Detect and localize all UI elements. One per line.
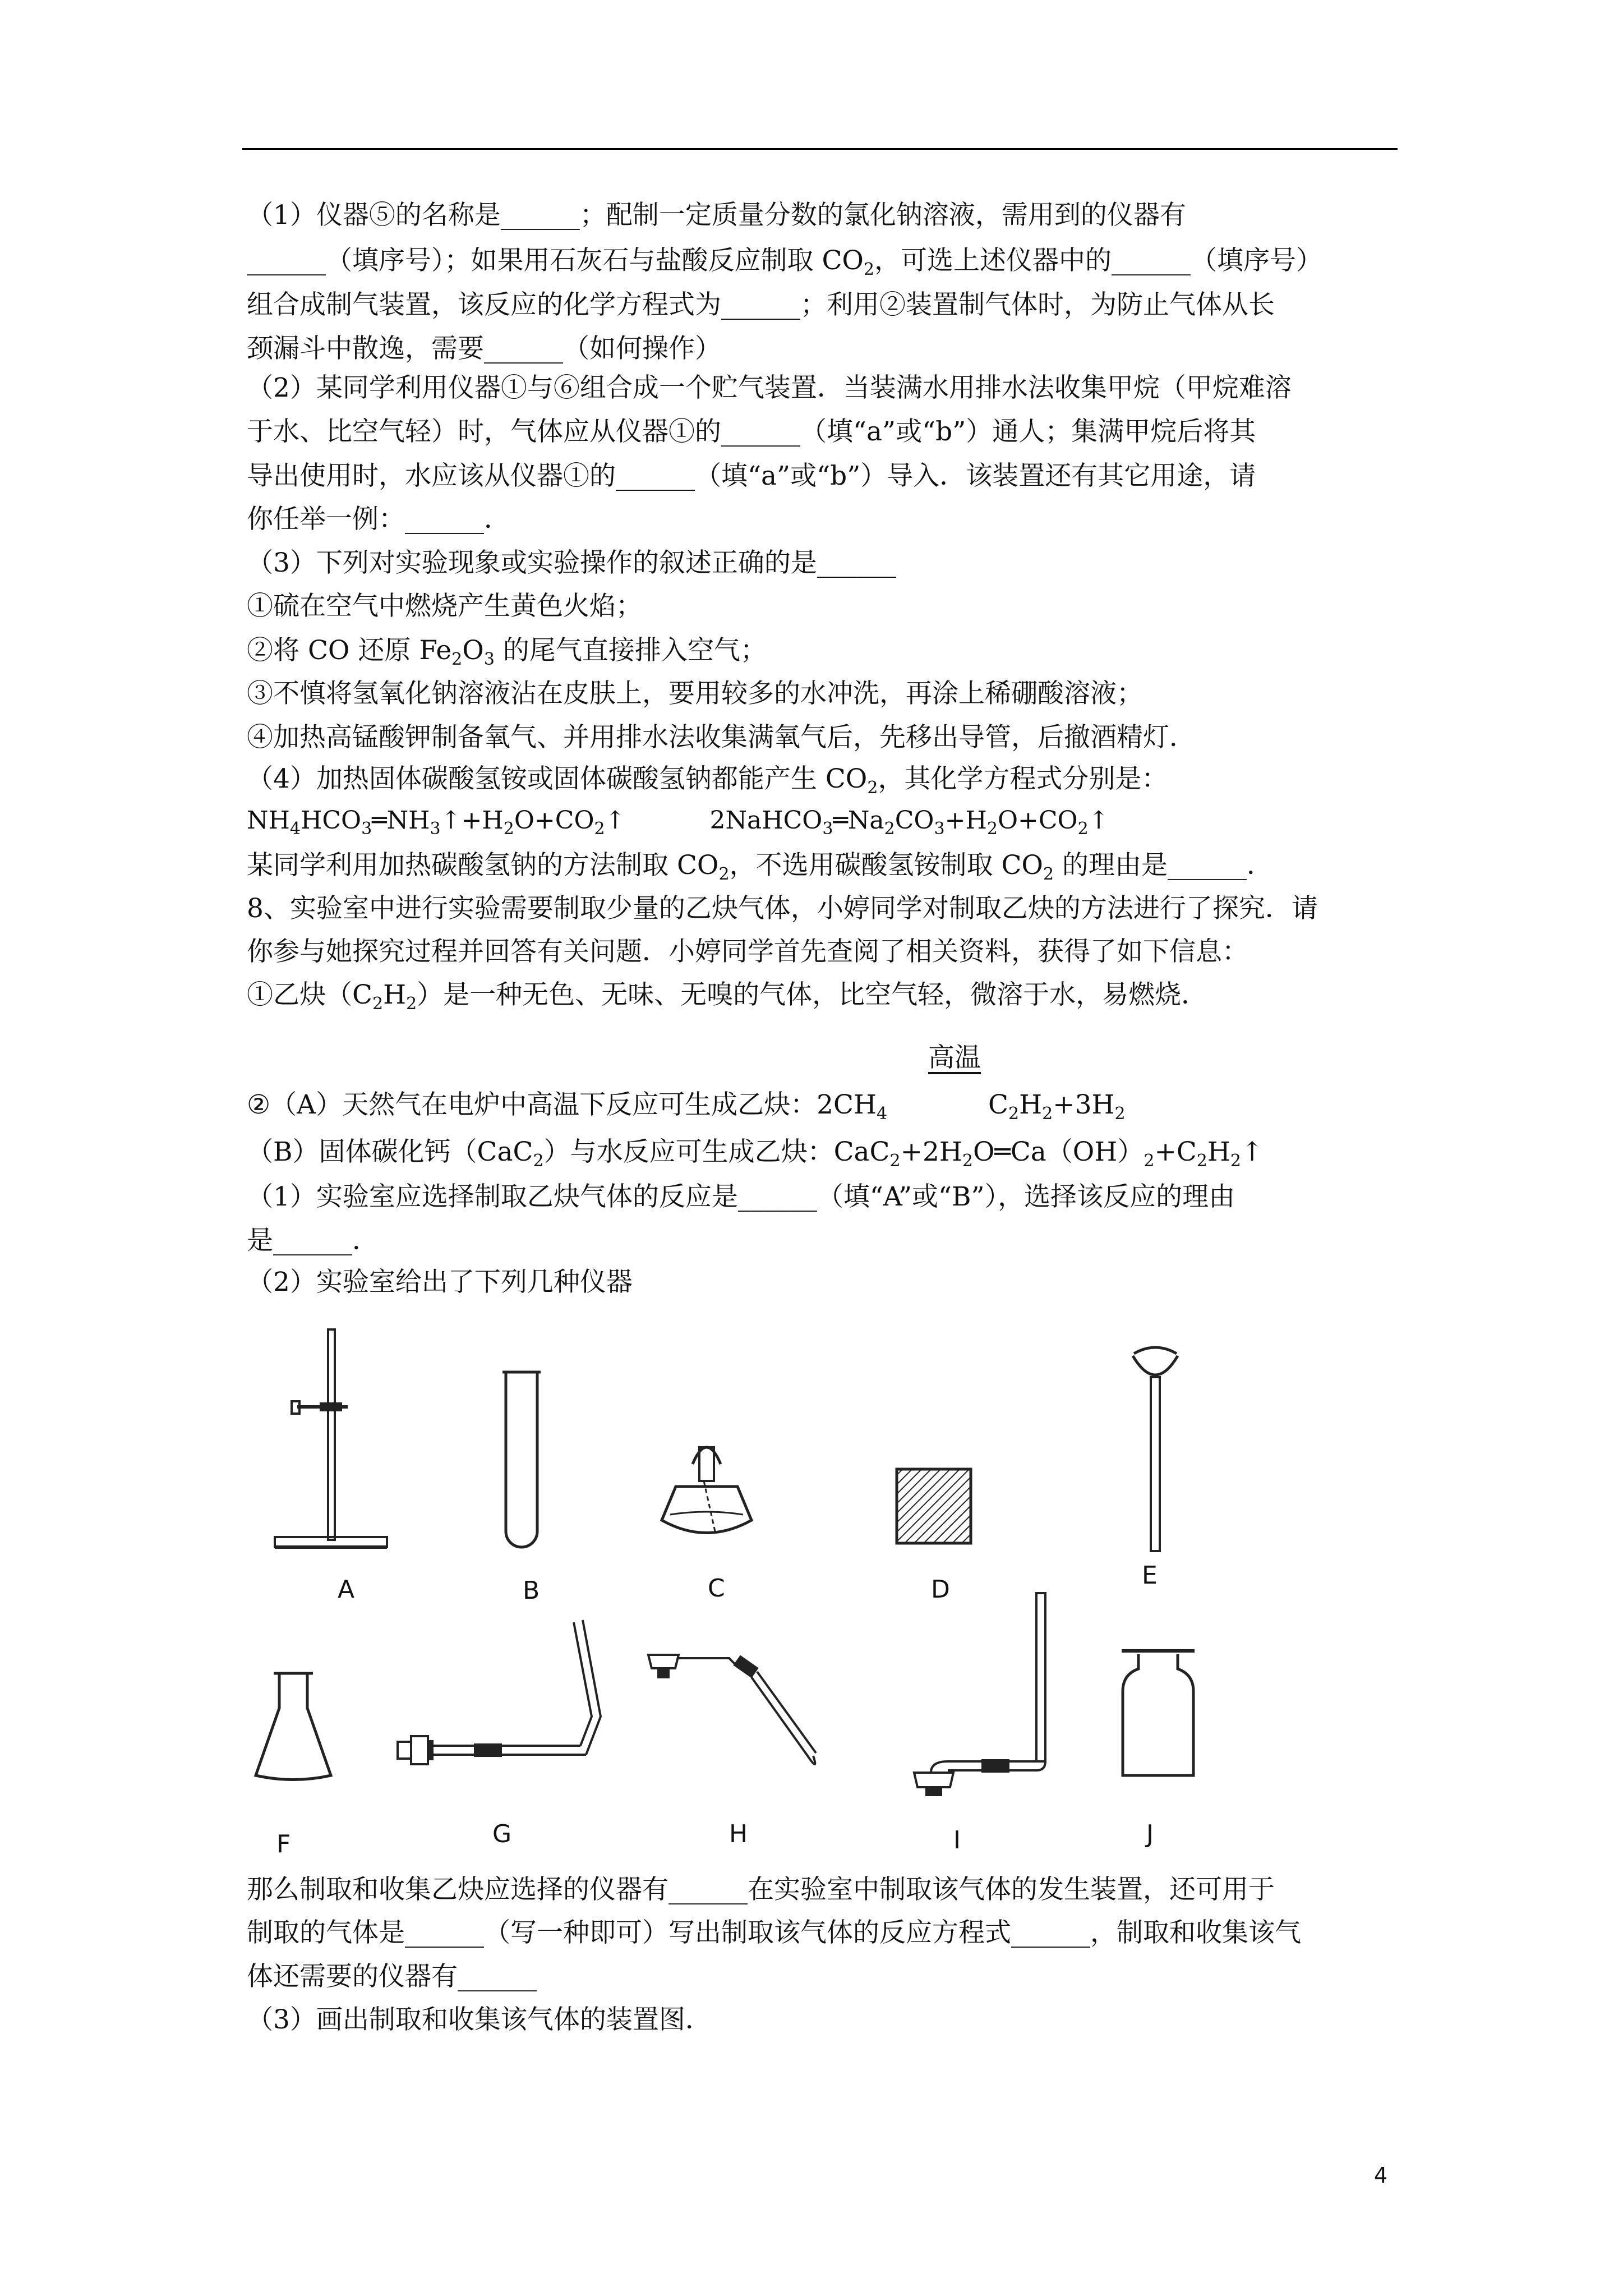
q1-line-3: 组合成制气装置，该反应的化学方程式为______；利用②装置制气体时，为防止气体从长 <box>247 289 1275 320</box>
q1-line-1: （1）仪器⑤的名称是______；配制一定质量分数的氯化钠溶液，需用到的仪器有 <box>247 200 1186 231</box>
q8-sub1-line-2: 是______． <box>247 1225 379 1256</box>
q2-line-3: 导出使用时，水应该从仪器①的______（填“a”或“b”）导入．该装置还有其它用途，请 <box>247 461 1256 491</box>
q8-info-2b: （B）固体碳化钙（CaC$_2$）与水反应可生成乙炔：$CaC_2+2H_2O═Ca(OH)_2+C_2H_2↑$ <box>247 1137 1264 1171</box>
q3-line-1: （3）下列对实验现象或实验操作的叙述正确的是______ <box>247 547 896 578</box>
label-g: G <box>492 1820 512 1848</box>
funnel-tube-figure <box>1127 1343 1183 1557</box>
delivery-tube-h-figure <box>645 1644 836 1789</box>
q2-line-4: 你任举一例：______． <box>247 504 510 535</box>
q8-sub2-line-1: （2）实验室给出了下列几种仪器 <box>247 1267 633 1297</box>
test-tube-figure <box>499 1369 544 1559</box>
q8-sub2-line-2: 那么制取和收集乙炔应选择的仪器有______在实验室中制取该气体的发生装置，还可用于 <box>247 1874 1275 1905</box>
q8-info-1: ①乙炔$(C_2H_2)$是一种无色、无味、无嗅的气体，比空气轻，微溶于水，易燃烧． <box>247 979 1208 1014</box>
label-h: H <box>729 1820 748 1848</box>
label-f: F <box>276 1830 291 1858</box>
delivery-tube-g-figure <box>395 1616 614 1778</box>
q3-option-3: ③不慎将氢氧化钠溶液沾在皮肤上，要用较多的水冲洗，再涂上稀硼酸溶液； <box>247 678 1143 709</box>
page-number: 4 <box>1374 2163 1388 2188</box>
header-rule <box>242 148 1398 150</box>
label-c: C <box>708 1574 725 1603</box>
q1-line-4: 颈漏斗中散逸，需要______（如何操作） <box>247 333 721 364</box>
alcohol-lamp-figure <box>653 1425 760 1548</box>
q2-line-2: 于水、比空气轻）时，气体应从仪器①的______（填“a”或“b”）通人；集满甲烷后将其 <box>247 416 1256 447</box>
q8-line-1: 8、实验室中进行实验需要制取少量的乙炔气体，小婷同学对制取乙炔的方法进行了探究．请 <box>247 893 1318 924</box>
label-i: I <box>953 1826 961 1855</box>
q3-option-1: ①硫在空气中燃烧产生黄色火焰； <box>247 591 642 622</box>
label-j: J <box>1146 1820 1154 1848</box>
q8-sub3-line-1: （3）画出制取和收集该气体的装置图． <box>247 2004 712 2035</box>
q4-line-1: （4）加热固体碳酸氢铵或固体碳酸氢钠都能产生 $CO_2$，其化学方程式分别是： <box>247 763 1168 798</box>
reaction-condition: 高温 <box>928 1042 981 1073</box>
label-b: B <box>523 1576 540 1605</box>
q1-line-2: ______（填序号）；如果用石灰石与盐酸反应制取 $CO_2$，可选上述仪器中的______（填序号） <box>247 245 1323 279</box>
q4-line-3: 某同学利用加热碳酸氢钠的方法制取 $CO_2$，不选用碳酸氢铵制取 $CO_2$ 的理由是______． <box>247 850 1274 884</box>
q8-sub2-line-4: 体还需要的仪器有______ <box>247 1961 537 1992</box>
q8-sub2-line-3: 制取的气体是______（写一种即可）写出制取该气体的反应方程式______，制取和收集该气 <box>247 1917 1301 1948</box>
label-d: D <box>931 1575 950 1604</box>
label-a: A <box>338 1575 355 1604</box>
gas-jar-figure <box>1116 1646 1200 1781</box>
q8-info-2a: ②（A）天然气在电炉中高温下反应可生成乙炔：$2CH_4$ $C_2H_2+3H_2$ <box>247 1089 1126 1124</box>
q4-equations: $NH_4HCO_3═NH_3↑+H_2O+CO_2↑$ $2NaHCO_3═Na_2CO_3+H_2O+CO_2↑$ <box>247 806 1109 839</box>
q3-option-2: ②将 CO 还原 $Fe_2O_3$ 的尾气直接排入空气； <box>247 635 767 669</box>
label-e: E <box>1142 1561 1158 1590</box>
glass-plate-figure <box>895 1467 973 1545</box>
iron-stand-figure <box>264 1324 398 1559</box>
q8-line-2: 你参与她探究过程并回答有关问题．小婷同学首先查阅了相关资料，获得了如下信息： <box>247 936 1248 967</box>
delivery-tube-i-figure <box>903 1588 1054 1812</box>
q3-option-4: ④加热高锰酸钾制备氧气、并用排水法收集满氧气后，先移出导管，后撤酒精灯． <box>247 722 1196 753</box>
q8-sub1-line-1: （1）实验室应选择制取乙炔气体的反应是______（填“A”或“B”），选择该反应的理由 <box>247 1181 1235 1212</box>
conical-flask-figure <box>251 1669 335 1787</box>
q2-line-1: （2）某同学利用仪器①与⑥组合成一个贮气装置．当装满水用排水法收集甲烷（甲烷难溶 <box>247 372 1292 403</box>
